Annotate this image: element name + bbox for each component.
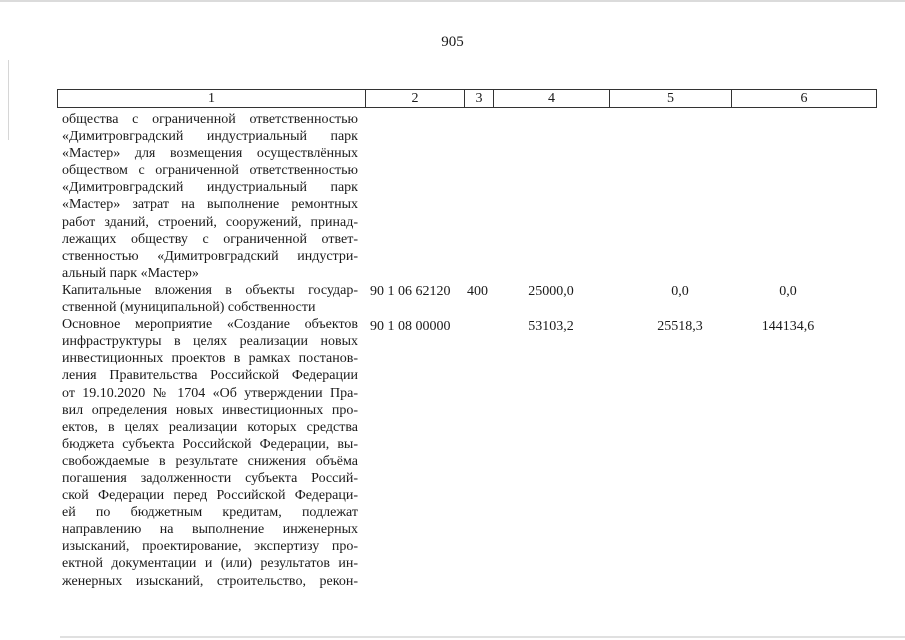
text-line: ской Федерации перед Российской Федераци- [62,488,358,504]
row-3-value-4: 53103,2 [528,319,574,334]
row-2-description [62,282,358,316]
text-line: «Мастер» для возмещения осуществлённых [62,146,358,162]
row-2-type: 400 [467,284,488,299]
header-col-3: 3 [465,90,494,107]
row-2-value-6: 0,0 [779,284,797,299]
text-line: ления Правительства Российской Федерации [62,368,358,384]
row-3-value-6: 144134,6 [761,319,815,334]
header-col-5: 5 [610,90,732,107]
scan-edge-bottom [60,636,905,638]
text-line: ей по бюджетным кредитам, подлежат [62,505,358,521]
text-line: лежащих обществу с ограниченной ответ- [62,231,358,247]
row-3-value-5: 25518,3 [657,319,703,334]
text-line: ектной документации и (или) результатов ин- [62,556,358,572]
row-2-value-5: 0,0 [671,284,689,299]
text-line: Капитальные вложения в объекты государ- [62,282,358,298]
text-line: «Димитровградский индустриальный парк [62,129,358,145]
row-3-code: 90 1 08 00000 [370,319,451,334]
text-line: обществом с ограниченной ответственностью [62,163,358,179]
scan-edge-top [0,0,905,2]
text-line: Основное мероприятие «Создание объектов [62,317,358,333]
text-line: направлению на выполнение инженерных [62,522,358,538]
text-line: женерных изысканий, строительство, рекон- [62,573,358,589]
header-col-4: 4 [494,90,610,107]
text-line: инфраструктуры в целях реализации новых [62,334,358,350]
table-header [57,89,877,108]
row-3-description [62,316,358,590]
row-1-description [62,111,358,282]
text-line: «Димитровградский индустриальный парк [62,180,358,196]
row-2-code: 90 1 06 62120 [370,284,451,299]
text-line: инвестиционных проектов в рамках постанов- [62,351,358,367]
description-column [62,111,358,590]
header-col-6: 6 [800,91,808,106]
header-col-2: 2 [366,90,465,107]
text-line: работ зданий, строений, сооружений, принад- [62,214,358,230]
text-line: свобождаемые в результате снижения объёма [62,453,358,469]
text-line: ектов, в целях реализации которых средства [62,419,358,435]
page-number: 905 [441,34,464,50]
text-line: альный парк «Мастер» [62,265,199,281]
text-line: ственной (муниципальной) собственности [62,300,316,316]
text-line: погашения задолженности субъекта Россий- [62,470,358,486]
text-line: общества с ограниченной ответственностью [62,112,358,127]
text-line: «Мастер» затрат на выполнение ремонтных [62,197,358,213]
text-line: бюджета субъекта Российской Федерации, вы- [62,436,358,452]
text-line: от 19.10.2020 № 1704 «Об утверждении Пра- [62,385,358,401]
header-col-1: 1 [58,90,366,107]
text-line: ственностью «Димитровградский индустри- [62,248,358,264]
scan-edge-left [8,60,9,140]
text-line: изысканий, проектирование, экспертизу про- [62,539,358,555]
row-2-value-4: 25000,0 [528,284,574,299]
text-line: вил определения новых инвестиционных про- [62,402,358,418]
